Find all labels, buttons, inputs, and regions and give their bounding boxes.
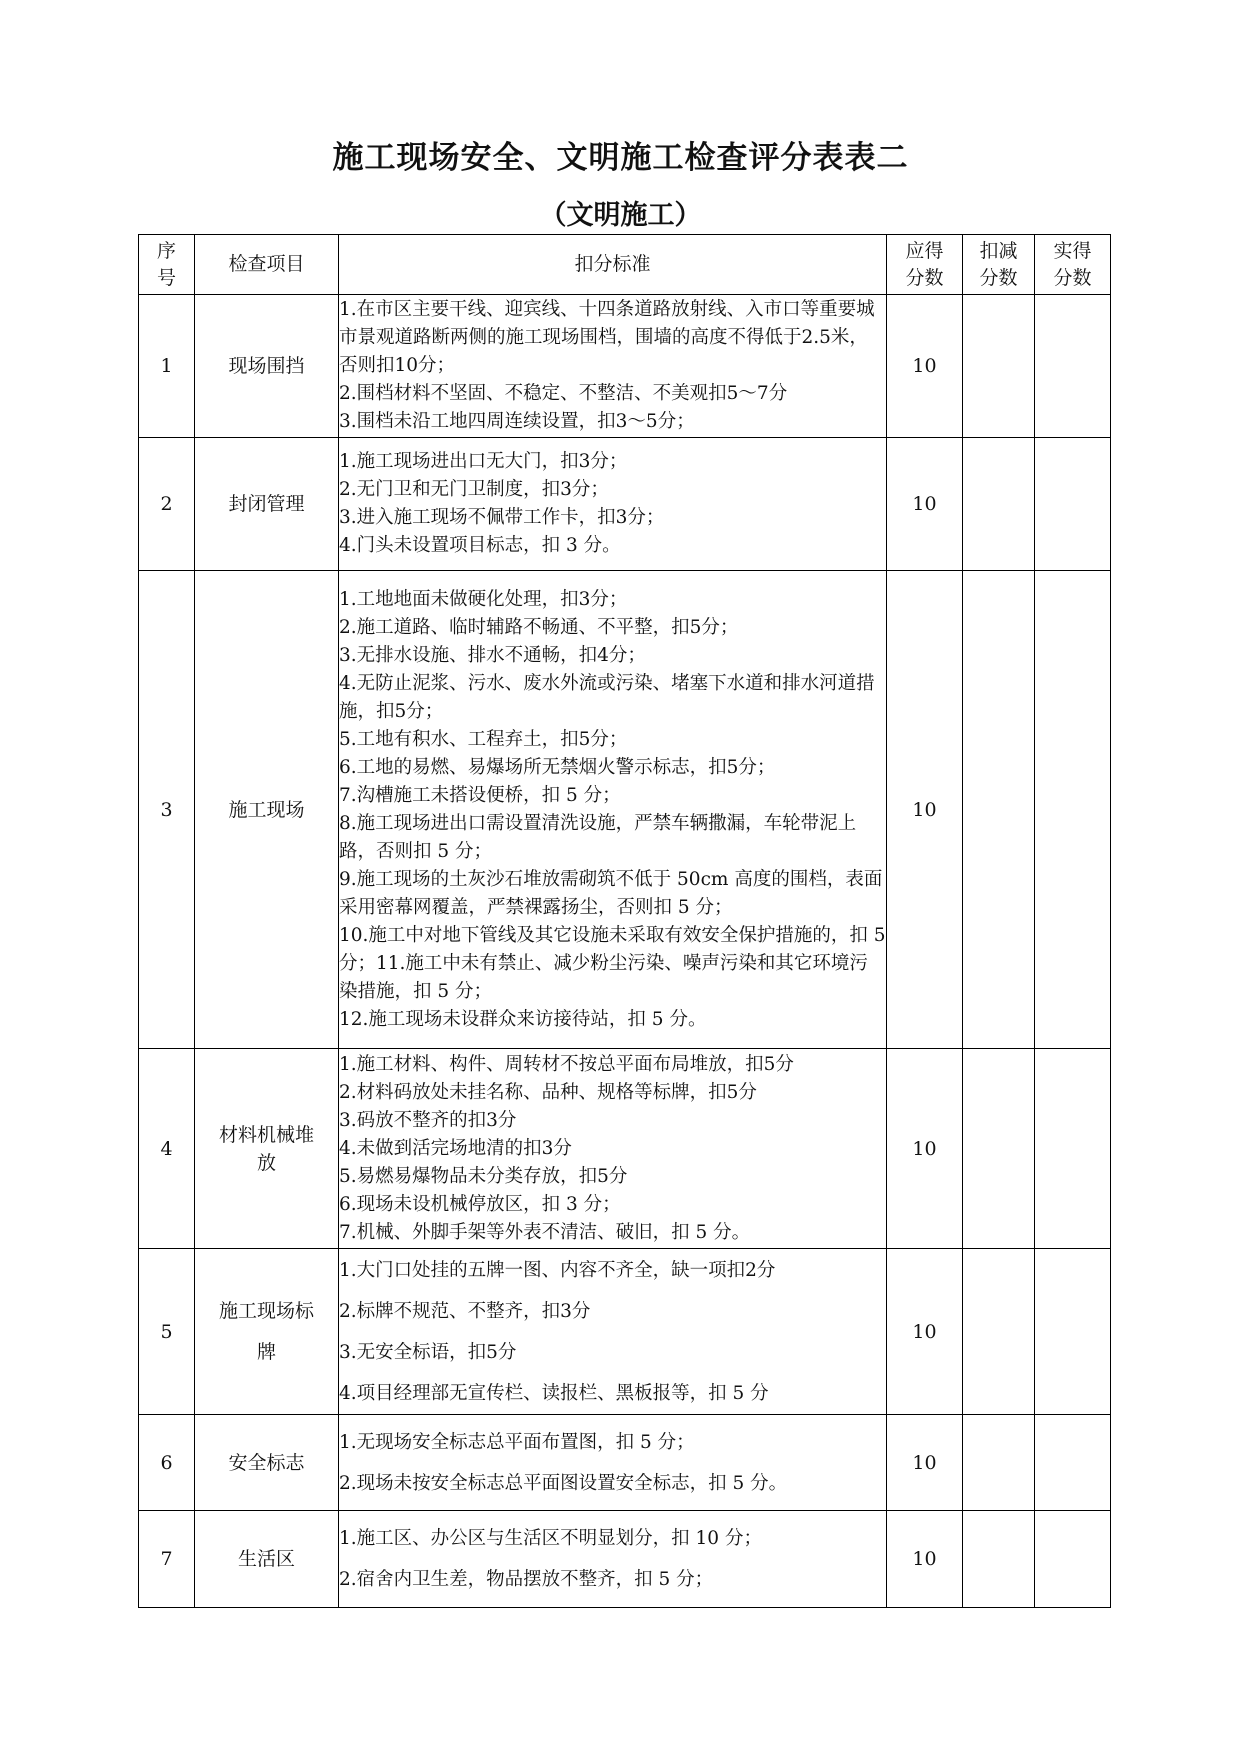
row-actual-score[interactable] <box>1035 1511 1111 1608</box>
row-deduct-score[interactable] <box>963 1049 1035 1249</box>
header-seq-label: 序号 <box>156 239 176 289</box>
row-due-score: 10 <box>887 571 963 1049</box>
table-row <box>139 438 1111 571</box>
row-due-score: 10 <box>887 295 963 438</box>
criteria-line: 2.材料码放处未挂名称、品种、规格等标牌，扣5分 <box>339 1081 757 1103</box>
criteria-line: 2.现场未按安全标志总平面图设置安全标志，扣 5 分。 <box>339 1472 788 1494</box>
header-actual <box>1035 235 1111 295</box>
criteria-line: 3.码放不整齐的扣3分 <box>339 1109 517 1131</box>
row-due-score: 10 <box>887 438 963 571</box>
row-item <box>195 1049 339 1249</box>
row-criteria <box>339 438 887 571</box>
criteria-line: 6.工地的易燃、易爆场所无禁烟火警示标志，扣5分； <box>339 756 776 778</box>
row-actual-score[interactable] <box>1035 1415 1111 1511</box>
table-row <box>139 295 1111 438</box>
criteria-line: 4.未做到活完场地清的扣3分 <box>339 1137 572 1159</box>
header-item: 检查项目 <box>195 235 339 295</box>
row-actual-score[interactable] <box>1035 571 1111 1049</box>
criteria-line: 5.易燃易爆物品未分类存放，扣5分 <box>339 1165 628 1187</box>
row-seq: 1 <box>139 295 195 438</box>
row-criteria <box>339 1049 887 1249</box>
row-due-score: 10 <box>887 1511 963 1608</box>
criteria-line: 1.施工区、办公区与生活区不明显划分，扣 10 分； <box>339 1528 762 1549</box>
criteria-line: 1.在市区主要干线、迎宾线、十四条道路放射线、入市口等重要城市景观道路断两侧的施工现场围档，围墙的高度不得低于2.5米，否则扣10分； <box>339 299 875 376</box>
criteria-line: 2.无门卫和无门卫制度，扣3分； <box>339 479 609 500</box>
criteria-line: 1.工地地面未做硬化处理，扣3分； <box>339 588 628 610</box>
row-deduct-score[interactable] <box>963 295 1035 438</box>
header-due-label: 应得分数 <box>905 239 944 289</box>
row-criteria <box>339 571 887 1049</box>
table-row <box>139 571 1111 1049</box>
row-item-label: 材料机械堆放 <box>218 1123 314 1174</box>
criteria-line: 8.施工现场进出口需设置清洗设施，严禁车辆撒漏，车轮带泥上路，否则扣 5 分； <box>339 812 857 862</box>
page-title: 施工现场安全、文明施工检查评分表表二 <box>332 140 909 176</box>
criteria-line: 4.无防止泥浆、污水、废水外流或污染、堵塞下水道和排水河道措施，扣5分； <box>339 672 875 722</box>
row-actual-score[interactable] <box>1035 438 1111 571</box>
criteria-line: 2.宿舍内卫生差，物品摆放不整齐，扣 5 分； <box>339 1569 714 1590</box>
criteria-line: 5.工地有积水、工程弃土，扣5分； <box>339 728 628 750</box>
row-seq: 3 <box>139 571 195 1049</box>
criteria-line: 1.大门口处挂的五牌一图、内容不齐全，缺一项扣2分 <box>339 1259 776 1281</box>
criteria-line: 7.机械、外脚手架等外表不清洁、破旧，扣 5 分。 <box>339 1221 751 1243</box>
criteria-line: 1.无现场安全标志总平面布置图，扣 5 分； <box>339 1431 695 1453</box>
criteria-line: 12.施工现场未设群众来访接待站，扣 5 分。 <box>339 1008 707 1030</box>
row-actual-score[interactable] <box>1035 295 1111 438</box>
header-criteria: 扣分标准 <box>339 235 887 295</box>
row-item: 封闭管理 <box>195 438 339 571</box>
score-table <box>138 234 1111 1608</box>
row-deduct-score[interactable] <box>963 1249 1035 1415</box>
table-row <box>139 1049 1111 1249</box>
criteria-line: 7.沟槽施工未搭设便桥，扣 5 分； <box>339 784 621 806</box>
criteria-line: 9.施工现场的土灰沙石堆放需砌筑不低于 50cm 高度的围档，表面采用密幕网覆盖，严禁裸露扬尘，否则扣 5 分； <box>339 868 883 918</box>
row-item-label: 施工现场标牌 <box>218 1299 314 1363</box>
row-due-score: 10 <box>887 1249 963 1415</box>
header-actual-label: 实得分数 <box>1053 239 1092 289</box>
row-item: 现场围挡 <box>195 295 339 438</box>
row-actual-score[interactable] <box>1035 1249 1111 1415</box>
row-criteria <box>339 295 887 438</box>
row-due-score: 10 <box>887 1415 963 1511</box>
table-row <box>139 1249 1111 1415</box>
criteria-line: 4.门头未设置项目标志，扣 3 分。 <box>339 535 621 556</box>
criteria-line: 3.围档未沿工地四周连续设置，扣3～5分； <box>339 411 695 432</box>
criteria-line: 3.无安全标语，扣5分 <box>339 1341 517 1363</box>
criteria-line: 1.施工现场进出口无大门，扣3分； <box>339 451 628 472</box>
criteria-line: 4.项目经理部无宣传栏、读报栏、黑板报等，扣 5 分 <box>339 1382 769 1404</box>
header-deduct <box>963 235 1035 295</box>
criteria-line: 6.现场未设机械停放区，扣 3 分； <box>339 1193 621 1215</box>
row-deduct-score[interactable] <box>963 571 1035 1049</box>
criteria-line: 3.进入施工现场不佩带工作卡，扣3分； <box>339 507 665 528</box>
row-seq: 4 <box>139 1049 195 1249</box>
row-item <box>195 1249 339 1415</box>
header-row <box>139 235 1111 295</box>
row-item: 生活区 <box>195 1511 339 1608</box>
criteria-line: 2.施工道路、临时辅路不畅通、不平整，扣5分； <box>339 616 739 638</box>
row-deduct-score[interactable] <box>963 1511 1035 1608</box>
header-deduct-label: 扣减分数 <box>979 239 1018 289</box>
row-seq: 2 <box>139 438 195 571</box>
row-deduct-score[interactable] <box>963 438 1035 571</box>
row-criteria <box>339 1511 887 1608</box>
row-item: 安全标志 <box>195 1415 339 1511</box>
table-row <box>139 1415 1111 1511</box>
row-actual-score[interactable] <box>1035 1049 1111 1249</box>
row-due-score: 10 <box>887 1049 963 1249</box>
criteria-line: 1.施工材料、构件、周转材不按总平面布局堆放，扣5分 <box>339 1053 794 1075</box>
table-row <box>139 1511 1111 1608</box>
criteria-line: 2.围档材料不坚固、不稳定、不整洁、不美观扣5～7分 <box>339 383 788 404</box>
row-criteria <box>339 1415 887 1511</box>
row-criteria <box>339 1249 887 1415</box>
row-seq: 5 <box>139 1249 195 1415</box>
header-due <box>887 235 963 295</box>
criteria-line: 2.标牌不规范、不整齐，扣3分 <box>339 1300 591 1322</box>
row-seq: 6 <box>139 1415 195 1511</box>
row-deduct-score[interactable] <box>963 1415 1035 1511</box>
criteria-line: 10.施工中对地下管线及其它设施未采取有效安全保护措施的，扣 5 分；11.施工中未有禁止、减少粉尘污染、噪声污染和其它环境污染措施，扣 5 分； <box>339 924 886 1002</box>
row-seq: 7 <box>139 1511 195 1608</box>
criteria-line: 3.无排水设施、排水不通畅，扣4分； <box>339 644 646 666</box>
row-item: 施工现场 <box>195 571 339 1049</box>
page-subtitle: （文明施工） <box>539 200 702 231</box>
header-seq <box>139 235 195 295</box>
